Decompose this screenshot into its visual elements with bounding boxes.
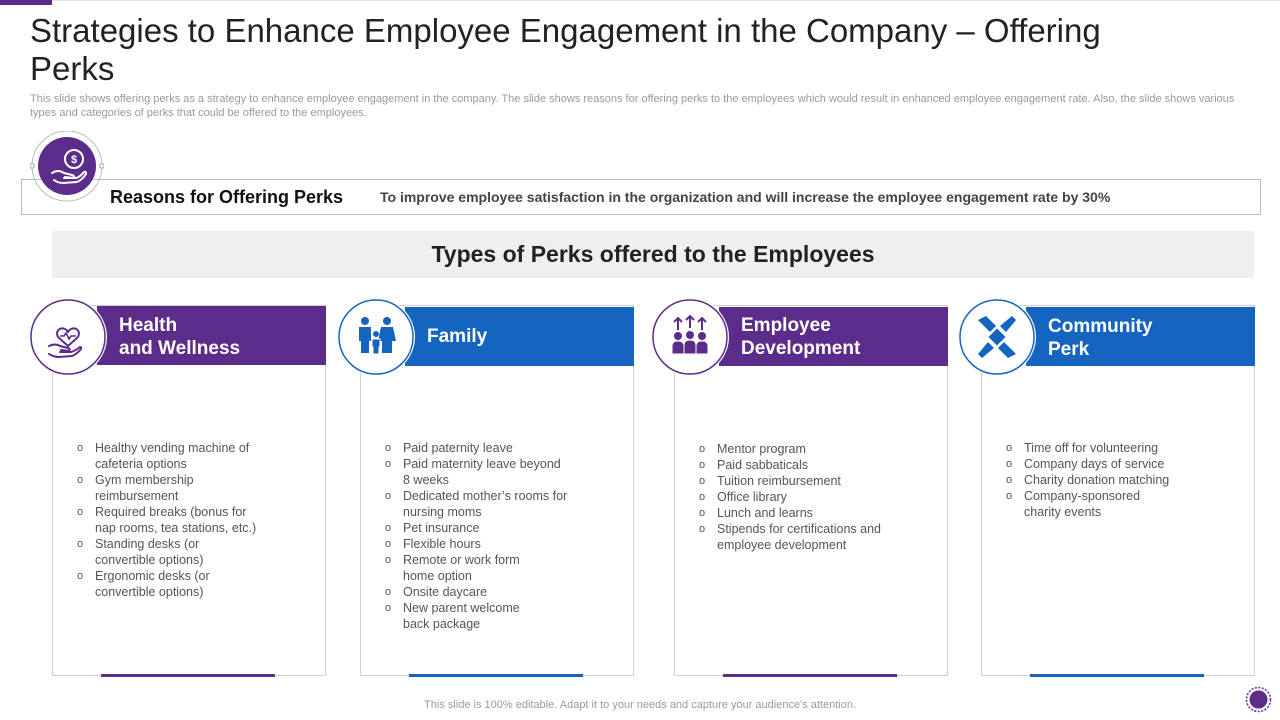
list-item: o Remote or work form home option — [383, 552, 619, 584]
perk-list — [697, 441, 933, 553]
svg-text:$: $ — [70, 154, 78, 166]
list-item: o Company days of service — [1004, 456, 1240, 472]
list-item: o Standing desks (or convertible options) — [75, 536, 311, 568]
list-item: o Time off for volunteering — [1004, 440, 1240, 456]
card-title-line2: Perk — [1048, 339, 1090, 360]
list-item: o Dedicated mother’s rooms for nursing moms — [383, 488, 619, 520]
reasons-label: Reasons for Offering Perks — [110, 187, 344, 207]
list-item: o Required breaks (bonus for nap rooms, tea stations, etc.) — [75, 504, 311, 536]
list-item: o New parent welcome back package — [383, 600, 619, 632]
card-footer-bar — [1030, 674, 1204, 677]
list-item: o Paid maternity leave beyond 8 weeks — [383, 456, 619, 488]
list-item: o Ergonomic desks (or convertible options) — [75, 568, 311, 600]
card-title-line2: Development — [741, 338, 861, 359]
hand-dollar-icon — [30, 131, 104, 205]
list-item: o Gym membership reimbursement — [75, 472, 311, 504]
card-footer-bar — [723, 674, 897, 677]
list-item: o Pet insurance — [383, 520, 619, 536]
slide-subtitle: This slide shows offering perks as a strategy to enhance employee engagement in the company. The slide shows reasons for offering perks to the employees which would result in enhanced employee engagement rate. Also, the slide shows various types and categories of perks that could be offered to the employees. — [30, 93, 1235, 119]
list-item: o Lunch and learns — [697, 505, 933, 521]
slide-footer: This slide is 100% editable. Adapt it to your needs and capture your audience's attention. — [424, 699, 856, 711]
card-header-family — [405, 307, 634, 366]
heart-hand-icon — [29, 298, 107, 376]
list-item: o Stipends for certifications and employee development — [697, 521, 933, 553]
slide-title: Strategies to Enhance Employee Engagement in the Company – Offering Perks — [30, 12, 1101, 87]
card-header-development — [719, 307, 948, 366]
card-title-line1: Family — [427, 326, 488, 347]
growth-team-icon — [651, 298, 729, 376]
card-header-health — [97, 306, 326, 365]
card-header-community — [1026, 307, 1255, 366]
list-item: o Healthy vending machine of cafeteria options — [75, 440, 311, 472]
list-item: o Mentor program — [697, 441, 933, 457]
list-item: o Paid paternity leave — [383, 440, 619, 456]
perk-list — [1004, 440, 1240, 520]
card-title-line1: Community — [1048, 316, 1153, 337]
list-item: o Charity donation matching — [1004, 472, 1240, 488]
list-item: o Tuition reimbursement — [697, 473, 933, 489]
list-item: o Onsite daycare — [383, 584, 619, 600]
reasons-text: To improve employee satisfaction in the organization and will increase the employee engagement rate by 30% — [380, 189, 1111, 205]
community-hands-icon — [958, 298, 1036, 376]
family-icon — [337, 298, 415, 376]
list-item: o Company-sponsored charity events — [1004, 488, 1240, 520]
perk-card-health — [52, 305, 326, 676]
perk-list — [383, 440, 619, 632]
list-item: o Paid sabbaticals — [697, 457, 933, 473]
perk-card-community — [981, 305, 1255, 676]
card-title-line2: and Wellness — [119, 338, 241, 359]
card-title-line1: Health — [119, 315, 178, 336]
types-title-bar — [52, 231, 1254, 278]
list-item: o Office library — [697, 489, 933, 505]
perk-card-development — [674, 305, 948, 676]
types-title: Types of Perks offered to the Employees — [431, 241, 875, 267]
corner-logo-icon — [1245, 686, 1272, 713]
reasons-box — [21, 179, 1261, 215]
top-rule — [0, 0, 1280, 5]
perk-card-family — [360, 305, 634, 676]
perk-list — [75, 440, 311, 600]
card-footer-bar — [409, 674, 583, 677]
card-footer-bar — [101, 674, 275, 677]
card-title-line1: Employee — [741, 315, 831, 336]
list-item: o Flexible hours — [383, 536, 619, 552]
top-accent-bar — [0, 0, 52, 5]
